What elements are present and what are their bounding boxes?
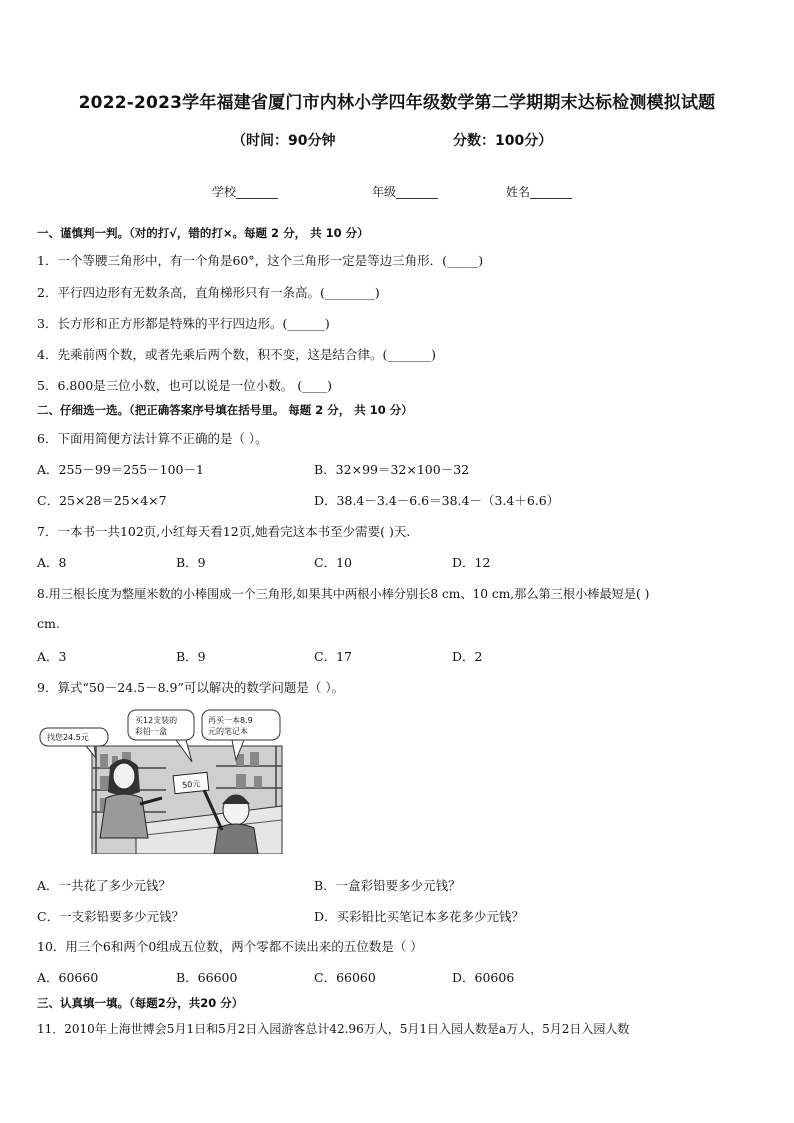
exam-title: 2022-2023学年福建省厦门市内林小学四年级数学第二学期期末达标检测模拟试题: [78, 93, 716, 113]
question-10-stem: 10．用三个6和两个0组成五位数，两个零都不读出来的五位数是（ ）: [37, 939, 423, 954]
grade-field: 年级_______: [372, 185, 439, 199]
q7-option-a: A．8: [37, 555, 67, 570]
q9-option-b: B．一盒彩铅要多少元钱？: [314, 878, 461, 893]
question-7-stem: 7．一本书一共102页,小红每天看12页,她看完这本书至少需要( )天．: [37, 524, 419, 539]
svg-text:再买一本8.9: 再买一本8.9: [208, 716, 253, 725]
q6-option-a: A．255－99＝255－100－1: [37, 462, 204, 477]
shopping-illustration: [36, 706, 284, 854]
question-9-stem: 9．算式“50－24.5－8.9”可以解决的数学问题是（ ）。: [37, 680, 345, 695]
question-8-unit: cm.: [37, 616, 60, 631]
question-3: 3．长方形和正方形都是特殊的平行四边形。(______): [37, 316, 330, 331]
question-5: 5．6.800是三位小数，也可以说是一位小数。 (____): [37, 378, 332, 393]
q10-option-d: D．60606: [452, 970, 515, 985]
q10-option-a: A．60660: [37, 970, 99, 985]
svg-text:买12支装的: 买12支装的: [135, 716, 178, 725]
total-score: 分数：100分）: [453, 133, 553, 149]
q7-option-c: C．10: [314, 555, 352, 570]
q7-option-d: D．12: [452, 555, 491, 570]
q8-option-b: B．9: [176, 649, 206, 664]
school-field: 学校_______: [212, 185, 279, 199]
section-1-heading: 一、谨慎判一判。（对的打√，错的打×。每题 2 分， 共 10 分）: [37, 226, 369, 240]
svg-text:元的笔记本: 元的笔记本: [208, 727, 248, 736]
question-4: 4．先乘前两个数，或者先乘后两个数，积不变，这是结合律。(_______): [37, 347, 436, 362]
question-11: 11．2010年上海世博会5月1日和5月2日入园游客总计42.96万人，5月1日入园人数是a万人，5月2日入园人数: [37, 1022, 630, 1036]
section-2-heading: 二、仔细选一选。（把正确答案序号填在括号里。 每题 2 分， 共 10 分）: [37, 403, 413, 417]
name-field: 姓名_______: [506, 185, 573, 199]
q8-option-d: D．2: [452, 649, 483, 664]
svg-text:找您24.5元: 找您24.5元: [47, 733, 89, 742]
question-6-stem: 6．下面用简便方法计算不正确的是（ ）。: [37, 431, 268, 446]
svg-text:彩铅一盒: 彩铅一盒: [135, 727, 167, 736]
q6-option-c: C．25×28＝25×4×7: [37, 493, 167, 508]
question-1: 1．一个等腰三角形中，有一个角是60°，这个三角形一定是等边三角形．(_____): [37, 253, 484, 268]
question-8-stem: 8.用三根长度为整厘米数的小棒围成一个三角形,如果其中两根小棒分别长8 cm、10 cm,那么第三根小棒最短是( ): [37, 587, 650, 601]
section-3-heading: 三、认真填一填。（每题2分，共20 分）: [37, 996, 244, 1010]
q10-option-c: C．66060: [314, 970, 376, 985]
q7-option-b: B．9: [176, 555, 206, 570]
q6-option-d: D．38.4－3.4－6.6＝38.4－（3.4＋6.6）: [314, 493, 560, 508]
money-bill-label: 50元: [181, 779, 201, 790]
time-limit: （时间：90分钟: [232, 133, 336, 149]
q9-option-c: C．一支彩铅要多少元钱？: [37, 909, 185, 924]
q8-option-c: C．17: [314, 649, 352, 664]
q10-option-b: B．66600: [176, 970, 238, 985]
q8-option-a: A．3: [37, 649, 67, 664]
question-2: 2．平行四边形有无数条高，直角梯形只有一条高。(________): [37, 285, 380, 300]
q6-option-b: B．32×99＝32×100－32: [314, 462, 470, 477]
q9-option-a: A．一共花了多少元钱？: [37, 878, 172, 893]
q9-option-d: D．买彩铅比买笔记本多花多少元钱？: [314, 909, 525, 924]
